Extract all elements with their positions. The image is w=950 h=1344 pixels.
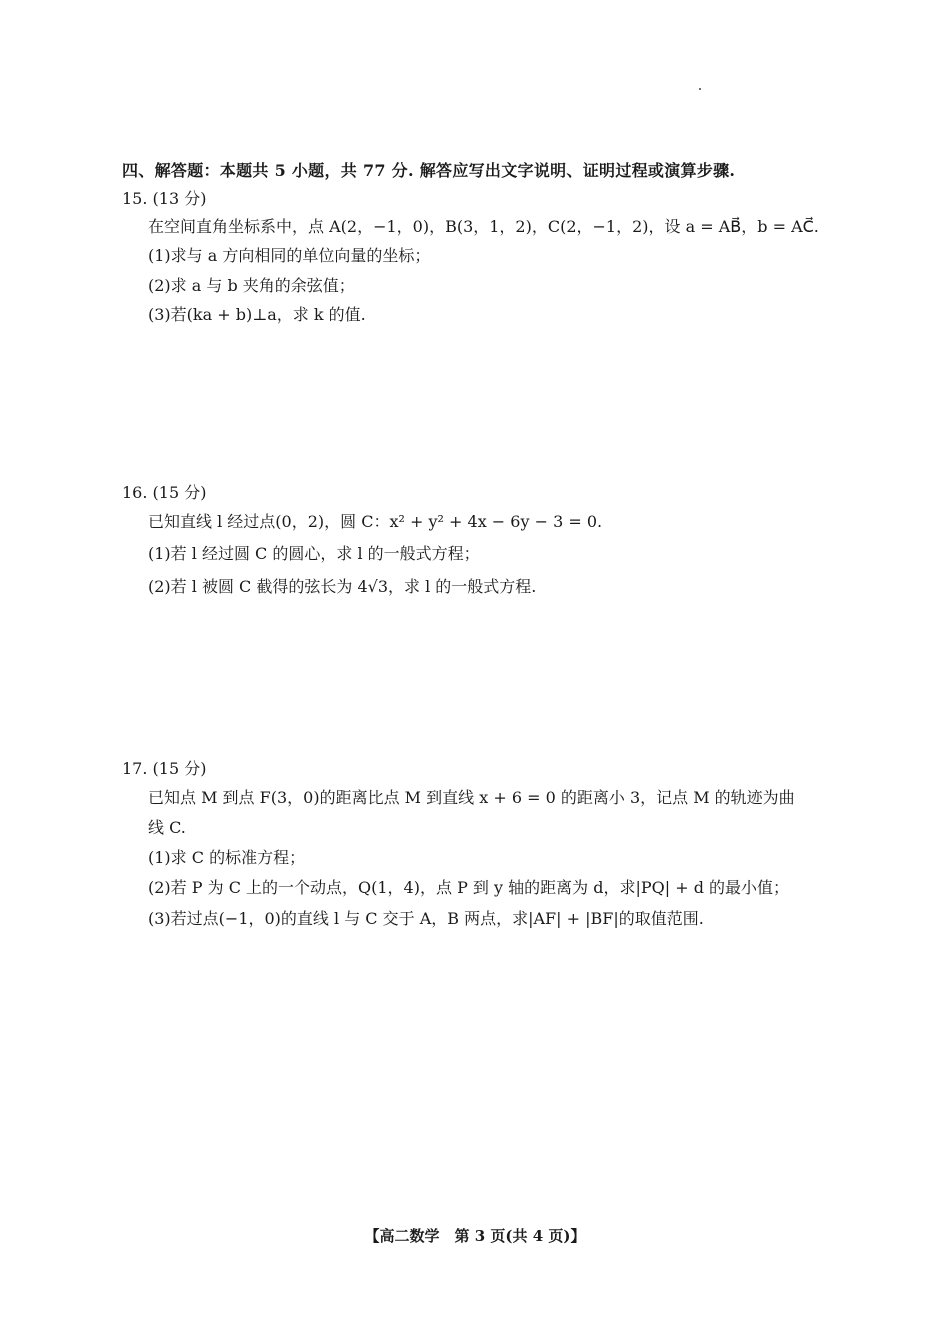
question-15-number: 15. (13 分) [122, 189, 207, 208]
question-17-stem-line-1: 已知点 M 到点 F(3，0)的距离比点 M 到直线 x + 6 = 0 的距离小 3，记点 M 的轨迹为曲 [148, 788, 795, 807]
question-16-part-1: (1)若 l 经过圆 C 的圆心，求 l 的一般式方程； [148, 544, 480, 563]
question-15-part-3: (3)若(ka + b)⊥a，求 k 的值. [148, 305, 366, 324]
question-17-part-1: (1)求 C 的标准方程； [148, 848, 306, 867]
question-17-number: 17. (15 分) [122, 759, 207, 778]
question-16-part-2: (2)若 l 被圆 C 截得的弦长为 4√3，求 l 的一般式方程. [148, 577, 537, 596]
page-footer: 【高二数学 第 3 页(共 4 页)】 [364, 1227, 586, 1245]
question-15-part-2: (2)求 a 与 b 夹角的余弦值； [148, 276, 355, 295]
question-16-stem: 已知直线 l 经过点(0，2)，圆 C：x² + y² + 4x − 6y − 3 = 0. [148, 512, 603, 531]
question-15-part-1: (1)求与 a 方向相同的单位向量的坐标； [148, 246, 431, 265]
question-16-number: 16. (15 分) [122, 483, 207, 502]
section-header: 四、解答题：本题共 5 小题，共 77 分. 解答应写出文字说明、证明过程或演算步骤. [122, 161, 736, 180]
question-17-part-3: (3)若过点(−1，0)的直线 l 与 C 交于 A，B 两点，求|AF| + |BF|的取值范围. [148, 909, 704, 928]
question-17-part-2: (2)若 P 为 C 上的一个动点，Q(1，4)，点 P 到 y 轴的距离为 d，求|PQ| + d 的最小值； [148, 878, 790, 897]
question-17-stem-line-2: 线 C. [148, 818, 186, 837]
scan-speck [699, 88, 701, 90]
question-15-stem: 在空间直角坐标系中，点 A(2，−1，0)，B(3，1，2)，C(2，−1，2)，设 a = AB⃗，b = AC⃗. [148, 217, 819, 236]
